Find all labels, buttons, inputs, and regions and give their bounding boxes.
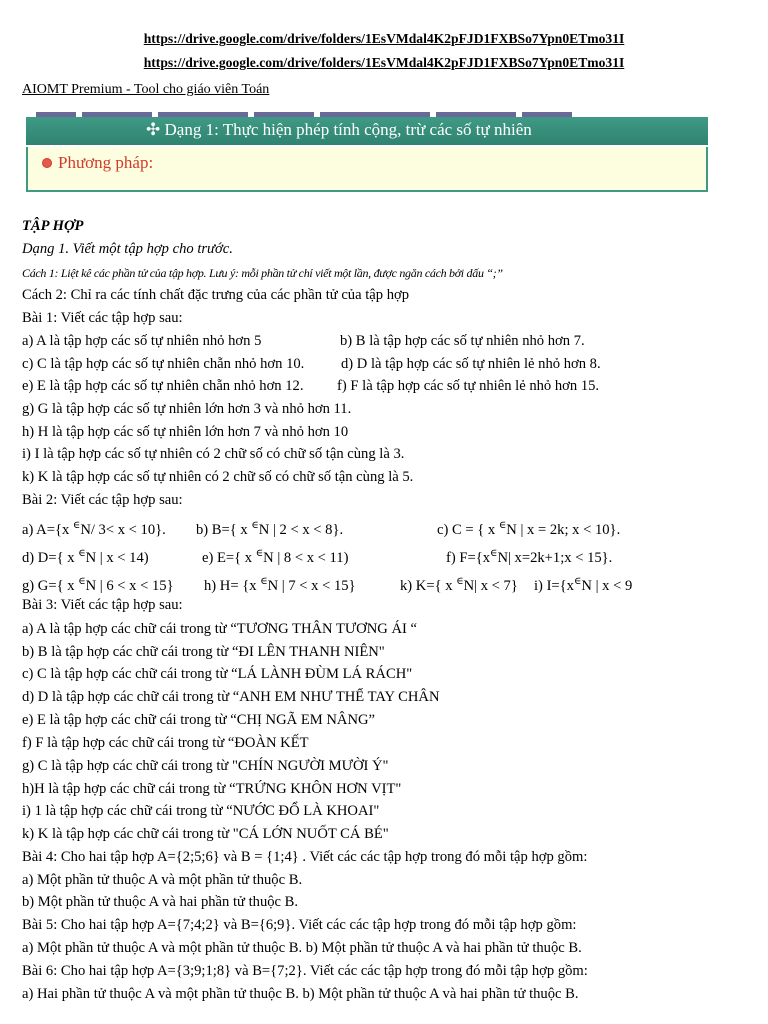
bai1-h: h) H là tập hợp các số tự nhiên lớn hơn 7 và nhỏ hơn 10: [22, 424, 349, 440]
method-label: Phương pháp:: [42, 153, 153, 173]
bai3-item: d) D là tập hợp các chữ cái trong từ “ANH EM NHƯ THỂ TAY CHÂN: [22, 689, 440, 705]
bai4-a: a) Một phần tử thuộc A và một phần tử thuộc B.: [22, 872, 303, 888]
element-of-symbol: ∈: [251, 520, 259, 531]
bai3-title: Bài 3: Viết các tập hợp sau:: [22, 597, 183, 613]
element-of-symbol: ∈: [255, 548, 264, 559]
section-title: TẬP HỢP: [22, 218, 84, 234]
bai1-d: d) D là tập hợp các số tự nhiên lẻ nhỏ hơn 8.: [341, 356, 601, 372]
method-1: Cách 1: Liệt kê các phần tử của tập hợp. Lưu ý: mỗi phần tử chỉ viết một lần, được ngăn cách bởi dấu “;”: [22, 266, 503, 280]
bai3-item: f) F là tập hợp các chữ cái trong từ “ĐOÀN KẾT: [22, 735, 309, 751]
bai2-title: Bài 2: Viết các tập hợp sau:: [22, 492, 183, 508]
drive-link-2[interactable]: https://drive.google.com/drive/folders/1EsVMdal4K2pFJD1FXBSo7Ypn0ETmo31I: [143, 55, 625, 70]
bai6-ab: a) Hai phần tử thuộc A và một phần tử thuộc B. b) Một phần tử thuộc A và hai phần tử thuộc B.: [22, 986, 579, 1002]
element-of-symbol: ∈: [498, 520, 507, 531]
bai2-g: g) G={ x ∈N | 6 < x < 15}: [22, 576, 174, 594]
bai5-title: Bài 5: Cho hai tập hợp A={7;4;2} và B={6;9}. Viết các các tập hợp trong đó mỗi tập hợp gồm:: [22, 917, 577, 933]
bai1-k: k) K là tập hợp các số tự nhiên có 2 chữ số có chữ số tận cùng là 5.: [22, 469, 414, 485]
method-box: [26, 147, 708, 192]
bai1-i: i) I là tập hợp các số tự nhiên có 2 chữ số có chữ số tận cùng là 3.: [22, 446, 405, 462]
bai3-item: g) C là tập hợp các chữ cái trong từ "CHÍN NGƯỜI MƯỜI Ý": [22, 758, 389, 774]
element-of-symbol: ∈: [72, 520, 81, 531]
bai5-ab: a) Một phần tử thuộc A và một phần tử thuộc B. b) Một phần tử thuộc A và hai phần tử thuộc B.: [22, 940, 582, 956]
bai2-c: c) C = { x ∈N | x = 2k; x < 10}.: [437, 520, 621, 538]
bai4-title: Bài 4: Cho hai tập hợp A={2;5;6} và B = {1;4} . Viết các các tập hợp trong đó mỗi tập hợp gồm:: [22, 849, 588, 865]
bullet-icon: [42, 158, 52, 168]
bai3-item: a) A là tập hợp các chữ cái trong từ “TƯƠNG THÂN TƯƠNG ÁI “: [22, 621, 417, 637]
bai2-a: a) A={x ∈N/ 3< x < 10}.: [22, 520, 166, 538]
element-of-symbol: ∈: [78, 576, 86, 587]
method-2: Cách 2: Chỉ ra các tính chất đặc trưng của các phần tử của tập hợp: [22, 287, 410, 303]
bai3-item: c) C là tập hợp các chữ cái trong từ “LÁ LÀNH ĐÙM LÁ RÁCH": [22, 666, 413, 682]
bai1-f: f) F là tập hợp các số tự nhiên lẻ nhỏ hơn 15.: [337, 378, 600, 394]
element-of-symbol: ∈: [573, 576, 582, 587]
bai2-d: d) D={ x ∈N | x < 14): [22, 548, 149, 566]
bai1-b: b) B là tập hợp các số tự nhiên nhỏ hơn 7.: [340, 333, 585, 349]
element-of-symbol: ∈: [78, 548, 86, 559]
bai1-e: e) E là tập hợp các số tự nhiên chẵn nhỏ hơn 12.: [22, 378, 304, 394]
bai3-item: b) B là tập hợp các chữ cái trong từ “ĐI LÊN THANH NIÊN": [22, 644, 385, 660]
banner-title-bar: [26, 117, 708, 145]
bai3-item: k) K là tập hợp các chữ cái trong từ "CÁ LỚN NUỐT CÁ BÉ": [22, 826, 389, 842]
form-title: Dạng 1. Viết một tập hợp cho trước.: [22, 241, 233, 257]
banner-title: ✣ Dạng 1: Thực hiện phép tính cộng, trừ các số tự nhiên: [146, 120, 532, 139]
bai2-i: i) I={x∈N | x < 9: [534, 576, 633, 594]
bai1-title: Bài 1: Viết các tập hợp sau:: [22, 310, 183, 326]
bai2-e: e) E={ x ∈N | 8 < x < 11): [202, 548, 349, 566]
bai1-a: a) A là tập hợp các số tự nhiên nhỏ hơn 5: [22, 333, 262, 349]
bai3-item: e) E là tập hợp các chữ cái trong từ “CHỊ NGÃ EM NÂNG”: [22, 712, 376, 728]
element-of-symbol: ∈: [490, 548, 498, 559]
bai1-g: g) G là tập hợp các số tự nhiên lớn hơn 3 và nhỏ hơn 11.: [22, 401, 352, 417]
drive-link-1[interactable]: https://drive.google.com/drive/folders/1EsVMdal4K2pFJD1FXBSo7Ypn0ETmo31I: [143, 31, 625, 46]
bai1-c: c) C là tập hợp các số tự nhiên chẵn nhỏ hơn 10.: [22, 356, 305, 372]
topic-banner: [26, 112, 708, 192]
element-of-symbol: ∈: [456, 576, 464, 587]
bai6-title: Bài 6: Cho hai tập hợp A={3;9;1;8} và B={7;2}. Viết các các tập hợp trong đó mỗi tập hợp gồm:: [22, 963, 588, 979]
bai2-b: b) B={ x ∈N | 2 < x < 8}.: [196, 520, 344, 538]
bai3-item: h)H là tập hợp các chữ cái trong từ “TRỨNG KHÔN HƠN VỊT": [22, 781, 402, 797]
bai4-b: b) Một phần tử thuộc A và hai phần tử thuộc B.: [22, 894, 299, 910]
bai3-item: i) 1 là tập hợp các chữ cái trong từ “NƯỚC ĐỔ LÀ KHOAI": [22, 803, 380, 819]
bai2-h: h) H= {x ∈N | 7 < x < 15}: [204, 576, 356, 594]
promo-link[interactable]: AIOMT Premium - Tool cho giáo viên Toán: [22, 82, 270, 97]
element-of-symbol: ∈: [260, 576, 268, 587]
bai2-k: k) K={ x ∈N| x < 7}: [400, 576, 518, 594]
bai2-f: f) F={x∈N| x=2k+1;x < 15}.: [446, 548, 613, 566]
